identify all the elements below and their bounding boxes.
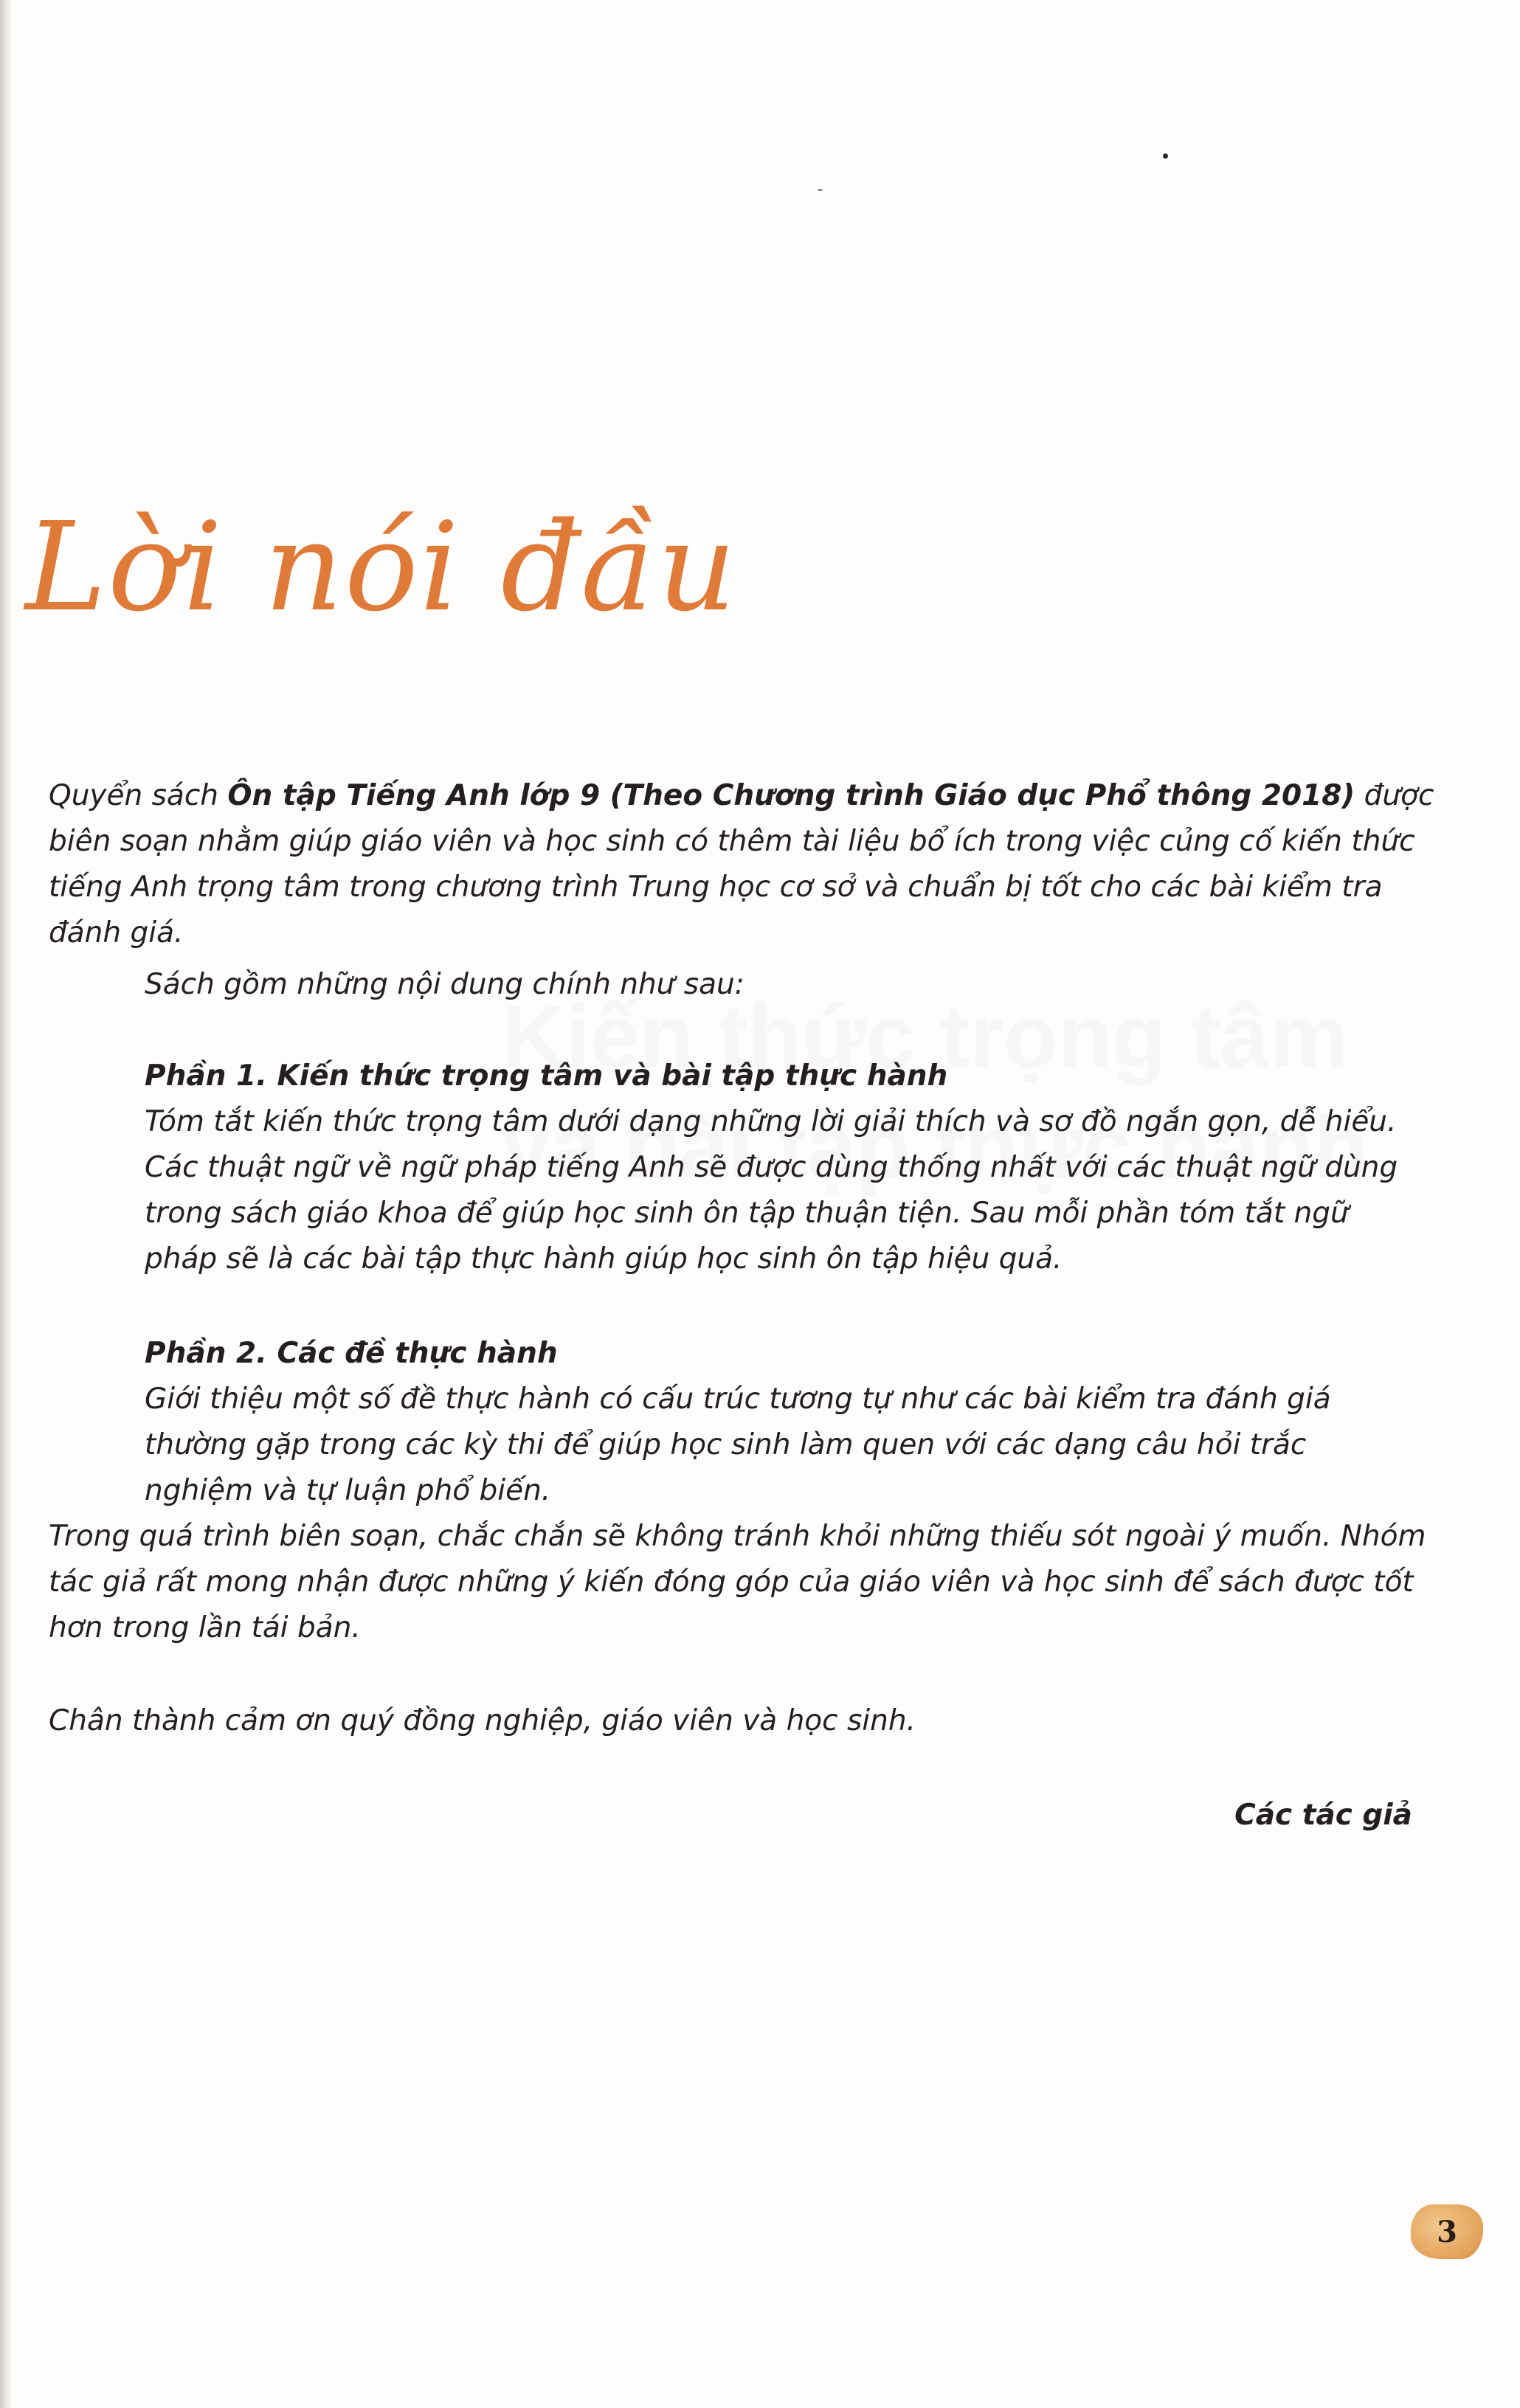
page-number-badge: [1411, 2204, 1483, 2259]
page-binding-edge: [0, 0, 12, 2408]
part-1-description: Tóm tắt kiến thức trọng tâm dưới dạng những lời giải thích và sơ đồ ngắn gọn, dễ hiểu. Các thuật ngữ về ngữ pháp tiếng Anh sẽ được dùng thống nhất với các thuật ngữ dùng trong sách giáo khoa để giúp học sinh ôn tập thuận tiện. Sau mỗi phần tóm tắt ngữ pháp sẽ là các bài tập thực hành giúp học sinh ôn tập hiệu quả.: [145, 1105, 1398, 1276]
page-title: Lời nói đầu: [25, 497, 738, 639]
contents-lead: Sách gồm những nội dung chính như sau:: [145, 968, 745, 1001]
part-1-heading: Phần 1. Kiến thức trọng tâm và bài tập thực hành: [145, 1059, 948, 1093]
part-2-section: [145, 1331, 1421, 1514]
part-1-section: [145, 1054, 1421, 1282]
part-2-description: Giới thiệu một số đề thực hành có cấu trúc tương tự như các bài kiểm tra đánh giá thường gặp trong các kỳ thi để giúp học sinh làm quen với các dạng câu hỏi trắc nghiệm và tự luận phổ biến.: [145, 1383, 1331, 1507]
book-title: Ôn tập Tiếng Anh lớp 9 (Theo Chương trình Giáo dục Phổ thông 2018): [227, 779, 1355, 812]
closing-paragraph: Trong quá trình biên soạn, chắc chắn sẽ không tránh khỏi những thiếu sót ngoài ý muốn. Nhóm tác giả rất mong nhận được những ý kiến đóng góp của giáo viên và học sinh để sách được tốt hơn trong lần tái bản.: [49, 1520, 1426, 1644]
print-speck: [1163, 153, 1168, 159]
page-number: 3: [1437, 2214, 1457, 2249]
print-speck: [818, 189, 823, 191]
thanks-line: Chân thành cảm ơn quý đồng nghiệp, giáo viên và học sinh.: [49, 1704, 916, 1737]
intro-paragraph: Quyển sách Ôn tập Tiếng Anh lớp 9 (Theo Chương trình Giáo dục Phổ thông 2018) được biên soạn nhằm giúp giáo viên và học sinh có thêm tài liệu bổ ích trong việc củng cố kiến thức tiếng Anh trọng tâm trong chương trình Trung học cơ sở và chuẩn bị tốt cho các bài kiểm tra đánh giá.: [49, 779, 1434, 949]
part-2-heading: Phần 2. Các đề thực hành: [145, 1337, 558, 1370]
authors-signature: Các tác giả: [1234, 1799, 1412, 1832]
